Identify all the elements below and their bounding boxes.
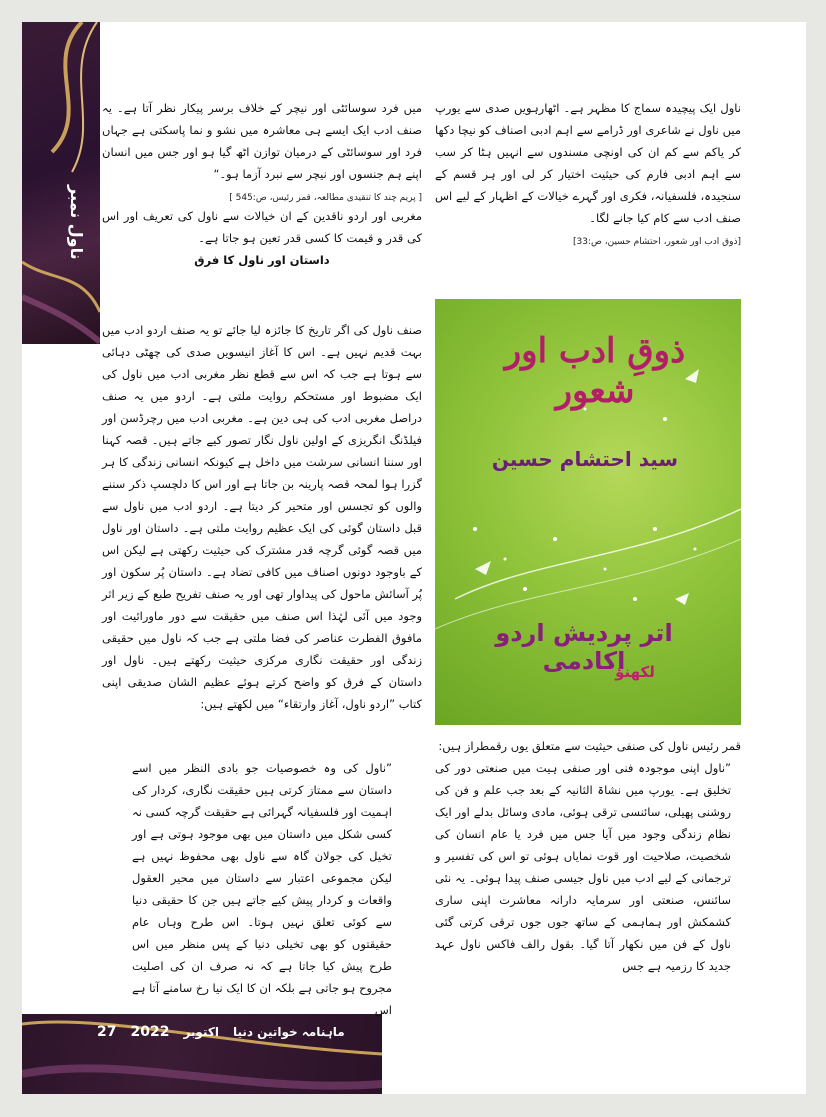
footer bbox=[97, 1022, 357, 1042]
paragraph: میں فرد سوسائٹی اور نیچر کے خلاف برسر پیکار نظر آتا ہے۔ یہ صنف ادب ایک ایسے ہی معاشرہ میں نشو و نما پاسکتی ہے جہاں فرد اور سوسائٹی کے درمیان توازن اٹھ گیا ہو اور جس میں انسان اپنے ہم جنسوں اور نیچر سے نبرد آزما ہو۔“ bbox=[102, 101, 422, 181]
left-column-main bbox=[102, 319, 422, 715]
book-cover-image bbox=[435, 299, 741, 725]
section-title: ناول نمبر bbox=[67, 184, 86, 260]
footer-magazine: ماہنامہ خواتین دنیا bbox=[232, 1025, 345, 1039]
citation: [ پریم چند کا تنقیدی مطالعہ، قمر رئیس، ص:545 ] bbox=[229, 193, 422, 203]
magazine-page bbox=[22, 22, 806, 1094]
paragraph: قمر رئیس ناول کی صنفی حیثیت سے متعلق یوں رقمطراز ہیں: bbox=[438, 739, 741, 753]
paragraph: مغربی اور اردو ناقدین کے ان خیالات سے ناول کی تعریف اور اس کی قدر و قیمت کا کسی قدر تعین ہو جاتا ہے۔ bbox=[102, 209, 422, 245]
left-column-top bbox=[102, 97, 422, 271]
book-publisher: اتر پردیش اردو اکادمی bbox=[495, 619, 673, 675]
section-heading: داستان اور ناول کا فرق bbox=[194, 253, 330, 267]
page-number: 27 bbox=[97, 1024, 117, 1040]
book-city: لکھنؤ bbox=[615, 663, 655, 681]
right-column-bottom bbox=[435, 735, 741, 977]
book-author: سید احتشام حسین bbox=[491, 447, 679, 471]
quote-paragraph: ”ناول کی وہ خصوصیات جو بادی النظر میں اسے داستان سے ممتاز کرتی ہیں حقیقت نگاری، کردار کی اہمیت اور فلسفیانہ گہرائی ہے حقیقت گرچہ کسی نہ کسی شکل میں داستان میں بھی موجود ہوتی ہے اور تخیل کی جولان گاہ سے ناول بھی محفوظ نہیں ہے لیکن مجموعی اعتبار سے داستان میں محیر العقول واقعات و کردار پیش کیے جاتے ہیں جن کا حقیقی دنیا سے کوئی تعلق نہیں ہوتا۔ اس طرح وہاں عام حقیقتوں کو بھی تخیلی دنیا کے پس منظر میں اس طرح پیش کیا جاتا ہے کہ نہ صرف ان کی اصلیت مجروح ہو جاتی ہے بلکہ ان کا ایک نیا رخ سامنے آتا ہے اس bbox=[132, 761, 392, 1017]
side-banner bbox=[22, 22, 100, 344]
footer-year: 2022 bbox=[130, 1024, 170, 1040]
citation: [ذوق ادب اور شعور، احتشام حسین، ص:33] bbox=[572, 237, 741, 247]
paragraph: ناول ایک پیچیدہ سماج کا مظہر ہے۔ اٹھارہویں صدی سے یورپ میں ناول نے شاعری اور ڈرامے سے اہم ادبی اصناف کو نیچا دکھا کر یاکم سے کم ان کی اونچی مسندوں سے انہیں ہٹا کر سب سے اہم ادبی فارم کی حیثیت اختیار کر لی اور ہر قسم کے سنجیدہ، فلسفیانہ، فکری اور گہرے خیالات کے اظہار کے لیے اس صنف ادب سے کام کیا جانے لگا۔ bbox=[435, 101, 741, 225]
book-title: ذوقِ ادب اور شعور bbox=[504, 331, 686, 411]
paragraph: صنف ناول کی اگر تاریخ کا جائزہ لیا جائے تو یہ صنف اردو ادب میں بہت قدیم نہیں ہے۔ اس کا آغاز انیسویں صدی کی چھٹی دہائی سے ہوتا ہے جب کہ اس سے قطع نظر مغربی ادب میں ناول کی ایک مضبوط اور مستحکم روایت ملتی ہے۔ اردو میں یہ صنف دراصل مغربی ادب کی ہی دین ہے۔ مغربی ادب میں رچرڈسن اور فیلڈنگ انگریزی کے اولین ناول نگار تصور کیے جاتے ہیں۔ قصہ کہنا اور سننا انسانی سرشت میں داخل ہے کیونکہ انسانی زندگی کا ہر گزرا ہوا لمحہ قصہ پارینہ بن جاتا ہے اور اس کا دلچسپ ذکر سننے والوں کو تجسس اور متحیر کر دیتا ہے۔ اردو ادب میں ناول سے قبل داستان گوئی کی ایک عظیم روایت ملتی ہے۔ داستان اور ناول میں قصہ گوئی گرچہ قدر مشترک کی حیثیت رکھتی ہے لیکن اس کے باوجود دونوں اصناف میں کافی تضاد ہے۔ داستان پُر سکون اور پُر آسائش ماحول کی پیداوار تھی اور یہ صنف تفریح طبع کے زیر اثر وجود میں آئی لہٰذا اس صنف میں حقیقت سے دور ماورائیت اور مافوق الفطرت عناصر کی فضا ملتی ہے جب کہ ناول میں حقیقی زندگی اور حقیقت نگاری مرکزی حیثیت رکھتے ہیں۔ ناول اور داستان کے فرق کو واضح کرتے ہوئے عظیم الشان صدیقی اپنی کتاب ”اردو ناول، آغاز وارتقاء“ میں لکھتے ہیں: bbox=[102, 323, 422, 711]
left-column-quote bbox=[132, 757, 402, 1021]
footer-month: اکتوبر bbox=[183, 1025, 219, 1039]
right-column-top bbox=[435, 97, 741, 249]
quote-paragraph: ”ناول اپنی موجودہ فنی اور صنفی ہیت میں صنعتی دور کی تخلیق ہے۔ یورپ میں نشاۃ الثانیہ کے بعد جب علم و فن کی روشنی پھیلی، سائنسی ترقی ہوئی، مادی وسائل بدلے اور ایک نظام زندگی وجود میں آیا جس میں فرد یا عام انسان کی شخصیت، صلاحیت اور قوت نمایاں ہوئی تو اس کی تفسیر و ترجمانی کے لیے ادب میں ناول جیسی صنف پیدا ہوئی۔ یہ نئی سائنس، صنعتی اور سرمایہ دارانہ معاشرت اپنی ساری کشمکش اور ہماہمی کے ساتھ جوں جوں ترقی کرتی گئی ناول کے فن میں نکھار آتا گیا۔ بقول رالف فاکس ناول عہد جدید کا رزمیہ ہے جس bbox=[435, 761, 731, 973]
